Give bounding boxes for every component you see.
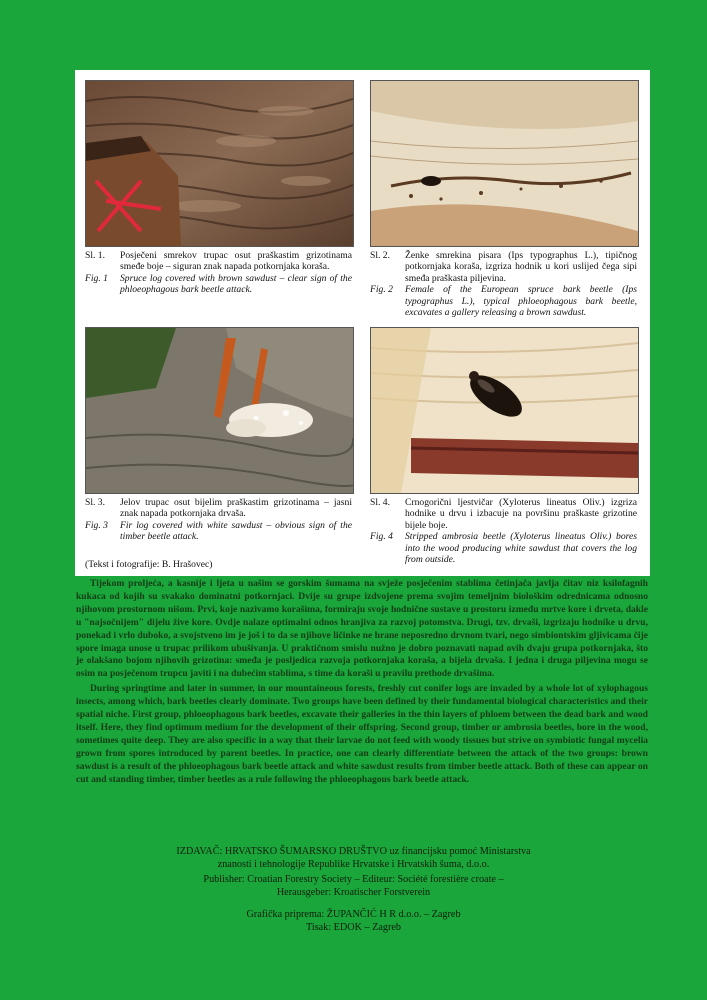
paragraph-english: During springtime and later in summer, in our mountaineous forests, freshly cut conifer logs are invaded by a whole lot of xylophagous insects, among which, bark beetles clearly dominate. Two groups have been defined by their fundamental biological characteristics and their spatial niche. First group, phloeophagous bark beetles, excavate their galleries in the thin layers of phloem between the dead bark and wood itself. Here, they find optimum medium for the development of their offspring. Second group, timber or ambrosia beetles, bore in the wood, sometimes quite deep. They are also specific in a way that their larvae do not feed with woody tissues but strive on symbiotic fungal mycelia grown from spores introduced by parent beetles. In practice, one can clearly differentiate between the attack of the two groups: brown sawdust is a result of the phloeophagous bark beetle attack and white sawdust results from timber beetle attack. Both of these can appear on cut and standing timber, timber beetles as a rule following the phloeophagous bark beetle attack. [76, 683, 648, 785]
photo-xyloterus-lineatus [370, 327, 639, 494]
paragraph-croatian: Tijekom proljeća, a kasnije i ljeta u našim se gorskim šumama na svježe posječenim stablima četinjača javlja čitav niz ksilofagnih kukaca od kojih su svakako dominatni potkornjaci. Dvije su grupe izdvojene prema svojim temeljnim biološkim odrednicama odnosno njihovom prostornom nišom. Prvi, koje nazivamo korašima, formiraju svoje hodnične sustave u prostoru između mrtve kore i drveta, dakle u "najsočnijem" dijelu žive kore. Ovdje nalaze optimalni odnos hranjiva za razvoj potomstva. Drugi, tzv. drvaši, izgrizaju hodnike u drvu, ponekad i vrlo duboko, a svojstveno im je još i to da se njihove ličinke ne hrane neposredno drvnom tvari, nego simbiontskim gljivicama čije spore imaga unose u trupac prilikom ubušivanja. U praktičnom smislu nužno je dobro poznavati napad ovih dvaju grupa potkornjaka, što je olakšano bojom njihovih grizotina: smeđa je posljedica razvoja potkornjaka koraša, a bijela drvaša. I jedna i druga piljevina mogu se osim na posječenom trupcu javiti i na dubećim stablima, s time da koraši u pravilu prethode drvašima. [76, 578, 648, 680]
caption-sl-label: Sl. 4. [370, 497, 390, 508]
imprint-izdavac-line-1: IZDAVAČ: HRVATSKO ŠUMARSKO DRUŠTVO uz financijsku pomoć Ministarstva [176, 846, 531, 857]
caption-fig-label: Fig. 1 [85, 272, 108, 284]
article-body [76, 578, 648, 789]
caption-fig-4 [370, 497, 637, 565]
imprint-production [0, 909, 707, 934]
imprint-graficka: Grafička priprema: ŽUPANČIĆ H R d.o.o. – Zagreb [246, 909, 461, 920]
caption-sl-label: Sl. 3. [85, 497, 105, 508]
caption-fig-label: Fig. 3 [85, 519, 108, 531]
imprint-publisher [0, 846, 707, 899]
caption-sl-text: Jelov trupac osut bijelim praškastim grizotinama – jasni znak napada potkornjaka drvaša. [120, 497, 352, 520]
caption-sl-label: Sl. 2. [370, 250, 390, 261]
caption-fig-text: Stripped ambrosia beetle (Xyloterus lineatus Oliv.) bores into the wood producing white sawdust that covers the log from outside. [405, 531, 637, 566]
photo-ips-typographus-gallery [370, 80, 639, 247]
caption-fig-3 [85, 497, 352, 543]
photo-fir-log-white-sawdust [85, 327, 354, 494]
caption-fig-text: Female of the European spruce bark beetle (Ips typographus L.), typical phloeophagous bark beetle, excavates a gallery releasing a brown sawdust. [405, 284, 637, 319]
caption-fig-2 [370, 250, 637, 318]
caption-sl-label: Sl. 1. [85, 250, 105, 261]
caption-fig-label: Fig. 2 [370, 284, 393, 296]
caption-fig-label: Fig. 4 [370, 531, 393, 543]
imprint-tisak: Tisak: EDOK – Zagreb [306, 921, 401, 933]
caption-sl-text: Ženke smrekina pisara (Ips typographus L.), tipičnog potkornjaka koraša, izgriza hodnik u kori uslijed čega sipi smeđa praškasta piljevina. [405, 250, 637, 284]
imprint-publisher-line-2: Herausgeber: Kroatischer Forstverein [276, 886, 431, 898]
caption-fig-text: Fir log covered with white sawdust – obvious sign of the timber beetle attack. [120, 519, 352, 543]
caption-sl-text: Crnogorični ljestvičar (Xyloterus lineatus Oliv.) izgriza hodnike u drvu i izbacuje na površinu praškaste grizotine bijele boje. [405, 497, 637, 531]
caption-fig-text: Spruce log covered with brown sawdust – clear sign of the phloeophagous bark beetle attack. [120, 272, 352, 296]
photo-spruce-log-boot [85, 80, 354, 247]
caption-fig-1 [85, 250, 352, 296]
imprint-publisher-line-1: Publisher: Croatian Forestry Society – Editeur: Société forestière croate – [203, 874, 504, 886]
imprint-izdavac-line-2: znanosti i tehnologije Republike Hrvatske i Hrvatskih šuma, d.o.o. [217, 858, 490, 870]
caption-sl-text: Posječeni smrekov trupac osut praškastim grizotinama smeđe boje – siguran znak napada potkornjaka koraša. [120, 250, 352, 273]
photo-credit: (Tekst i fotografije: B. Hrašovec) [85, 559, 213, 570]
